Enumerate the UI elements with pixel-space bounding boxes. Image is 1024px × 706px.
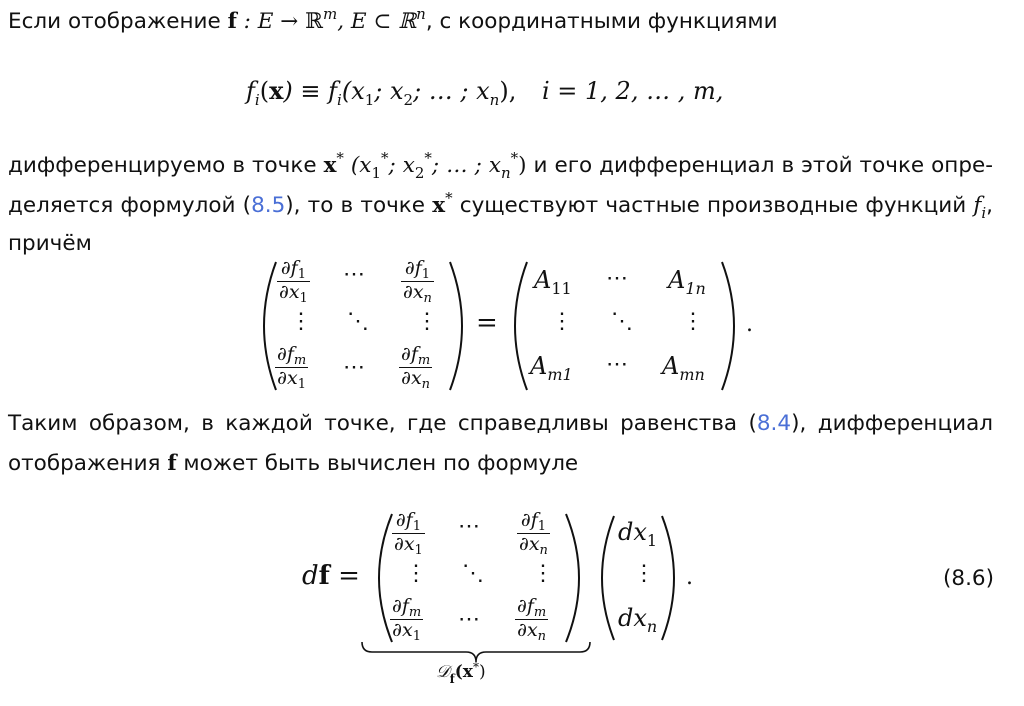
underbrace-label-D: 𝒟$_f$(x*) <box>436 660 486 686</box>
p2-coords-open: (x <box>350 153 372 178</box>
eq2-vdots-3: ⋮ <box>633 561 655 586</box>
p2-star-n: * <box>510 149 519 167</box>
equation-number: (8.6) <box>943 566 994 591</box>
partial-f1-xn: $\frac{\partial f_1}{\partial x_n}$ <box>403 257 432 306</box>
m1-hdots-4: ⋯ <box>606 352 628 377</box>
m1-vdots-3: ⋮ <box>551 309 573 334</box>
p2-line2-b: ), то в точке <box>285 193 426 218</box>
eq2-lhs: df = <box>302 561 360 591</box>
p2-line2-c: существуют частные производные функций <box>459 193 967 218</box>
p2-star-2: * <box>424 149 432 167</box>
p2-coord-sep2: ; … ; x <box>431 153 501 178</box>
m1-vdots-4: ⋮ <box>682 309 704 334</box>
eq1-close: ), <box>499 77 517 105</box>
p3-line1-a: Таким образом, в каждой точке, где справедливы равенства ( <box>8 411 757 436</box>
eq2-hdots-2: ⋯ <box>458 607 480 632</box>
eq1-dots: ; … ; x <box>413 77 490 105</box>
m1-ddots-2: ⋱ <box>611 309 633 334</box>
p2-text-a: дифференцируемо в точке <box>8 153 317 178</box>
eq2-ddots: ⋱ <box>462 561 484 586</box>
eq1-sub-i-2: i <box>337 91 342 109</box>
eq1-f: f <box>246 77 255 105</box>
eq2-partial-f1-xn: $\frac{\partial f_1}{\partial x_n}$ <box>519 509 548 558</box>
eq2-vdots-1: ⋮ <box>405 561 427 586</box>
p2-line3: причём <box>8 231 92 256</box>
formula-ref-8-4[interactable]: 8.4 <box>756 411 792 436</box>
p2-text-b: и его дифференциал в этой точке опре- <box>533 153 993 178</box>
p2-sub-1: 1 <box>371 164 381 182</box>
p2-f: f <box>973 193 982 218</box>
p2-coords-close: ) <box>518 153 527 178</box>
m1-hdots-1: ⋯ <box>343 262 365 287</box>
eq1-x-bold: x <box>269 76 284 105</box>
eq2-vdots-2: ⋮ <box>532 561 554 586</box>
equation-coordinate-functions: $f_i(x) \equiv f_i(x_1$; $x_2$; … ; $x_n$), i = 1, 2, … , m, <box>246 76 724 109</box>
map-symbol-f: f <box>227 9 237 34</box>
partial-fm-x1: $\frac{\partial f_m}{\partial x_1}$ <box>277 343 307 392</box>
domain-E: : E <box>236 9 274 34</box>
entry-Amn: $A_{mn}$ <box>662 352 705 384</box>
p2-point-x-2: x <box>432 193 446 218</box>
entry-dxn: $dx_n$ <box>618 604 658 636</box>
p2-coord-sep1: ; x <box>388 153 415 178</box>
p3-line2-b: может быть вычислен по формуле <box>183 451 579 476</box>
p2-point-x: x <box>323 153 337 178</box>
p2-star-1: * <box>380 149 389 167</box>
eq1-args: (x <box>341 77 365 105</box>
m1-vdots-1: ⋮ <box>290 309 312 334</box>
partial-f1-x1: $\frac{\partial f_1}{\partial x_1}$ <box>279 257 308 306</box>
p2-comma: , <box>986 193 993 218</box>
m1-hdots-2: ⋯ <box>343 355 365 380</box>
eq1-equiv: ) ≡ f <box>283 77 338 105</box>
exponent-n: n <box>416 5 426 23</box>
exponent-m: m <box>323 5 338 23</box>
p3-line1-b: ), дифференциал <box>791 411 994 436</box>
eq1-sep: ; x <box>374 77 404 105</box>
entry-A11: $A_{11}$ <box>534 266 572 298</box>
p3-f-bold: f <box>167 451 177 476</box>
p2-star-3: * <box>445 189 453 207</box>
eq1-index-range: i = 1, 2, … , m, <box>541 77 724 105</box>
p2-line2-a: деляется формулой ( <box>8 193 252 218</box>
entry-dx1: $dx_1$ <box>618 518 658 550</box>
m1-period: . <box>746 312 753 337</box>
m1-equals: = <box>476 308 498 338</box>
subset-rn: , E ⊂ ℝ <box>337 9 417 34</box>
eq2-period: . <box>686 565 693 590</box>
partial-fm-xn: $\frac{\partial f_m}{\partial x_n}$ <box>401 343 431 392</box>
eq2-partial-fm-xn: $\frac{\partial f_m}{\partial x_n}$ <box>517 595 547 644</box>
eq1-sub-i: i <box>254 91 260 109</box>
formula-ref-8-5[interactable]: 8.5 <box>251 193 286 218</box>
p2-sub-2: 2 <box>414 164 425 182</box>
eq1-sub-2: 2 <box>403 91 414 109</box>
m1-hdots-3: ⋯ <box>606 266 628 291</box>
m1-vdots-2: ⋮ <box>416 309 438 334</box>
p2-f-sub-i: i <box>981 204 987 222</box>
eq2-hdots-1: ⋯ <box>458 514 480 539</box>
eq1-sub-1: 1 <box>364 91 375 109</box>
arrow-to-rm: → ℝ <box>273 9 323 34</box>
p3-line2-a: отображения <box>8 451 161 476</box>
entry-Am1: $A_{m1}$ <box>530 352 573 384</box>
eq2-partial-fm-x1: $\frac{\partial f_m}{\partial x_1}$ <box>392 595 422 644</box>
eq2-partial-f1-x1: $\frac{\partial f_1}{\partial x_1}$ <box>394 509 423 558</box>
m1-ddots: ⋱ <box>347 309 369 334</box>
p2-star: * <box>336 149 344 167</box>
intro-suffix: , с координатными функциями <box>425 9 778 34</box>
entry-A1n: $A_{1n}$ <box>668 266 706 298</box>
eq1-sub-n: n <box>489 91 500 109</box>
intro-text: Если отображение <box>8 9 221 34</box>
p2-sub-n: n <box>500 164 511 182</box>
